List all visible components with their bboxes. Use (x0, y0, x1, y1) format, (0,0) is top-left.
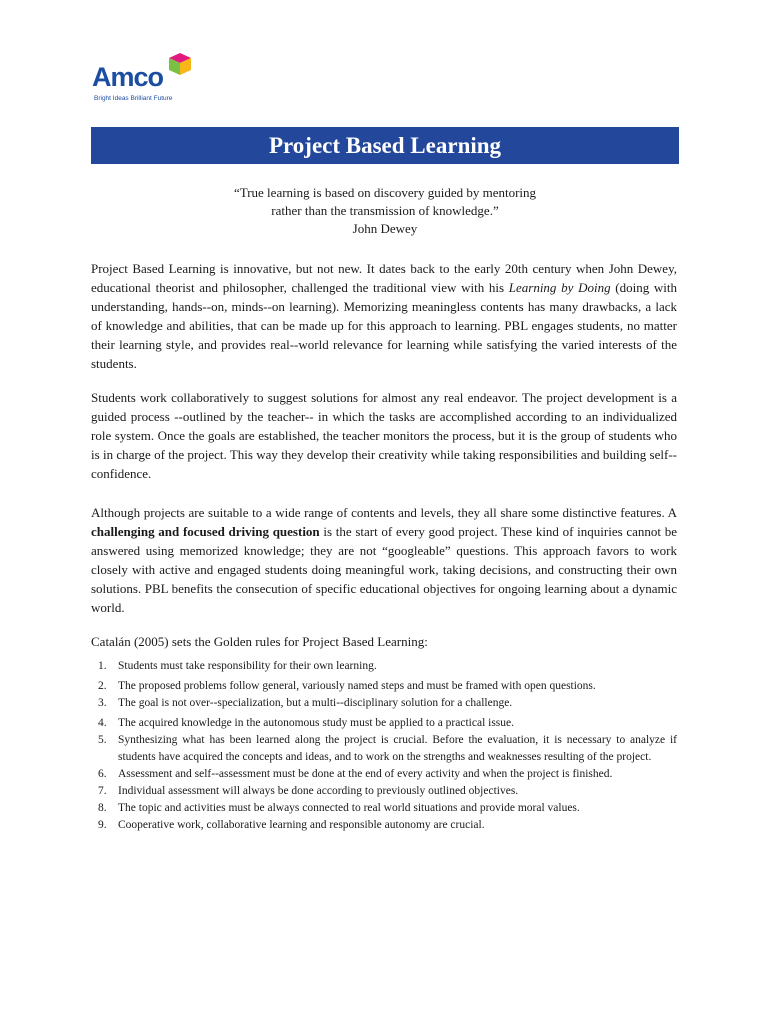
list-item-number: 1. (98, 660, 107, 672)
amco-logo (92, 52, 202, 108)
golden-rules-list (91, 655, 677, 834)
list-item-text: The goal is not over--specialization, but a multi--disciplinary solution for a challenge. (118, 697, 513, 709)
cube-logo-icon (168, 52, 192, 76)
list-item-text: The topic and activities must be always connected to real world situations and provide moral values. (118, 802, 580, 814)
paragraph-driving-question (91, 504, 677, 617)
driving-question-emphasis: challenging and focused driving question (91, 523, 320, 539)
list-item-number: 5. (98, 734, 107, 746)
list-item-number: 9. (98, 819, 107, 831)
logo-wordmark: Amco (92, 62, 164, 92)
list-item-number: 7. (98, 785, 107, 797)
paragraph-driving-question-start: Although projects are suitable to a wide range of contents and levels, they all share some distinctive features. A (91, 505, 677, 520)
list-item-text: The acquired knowledge in the autonomous study must be applied to a practical issue. (118, 717, 515, 729)
book-title-learning-by-doing: Learning by Doing (508, 279, 611, 295)
list-item (91, 658, 677, 675)
list-item (91, 695, 677, 712)
paragraph-history (91, 260, 677, 373)
list-item-number: 2. (98, 680, 107, 692)
paragraph-history-start: Project Based Learning is innovative, but not new. It dates back to the early 20th century when John Dewey, educational theorist and philosopher, challenged the traditional view with his (91, 261, 677, 295)
epigraph-quote (91, 184, 679, 238)
list-item-text: Individual assessment will always be done according to previously outlined objectives. (118, 785, 519, 797)
list-item (91, 766, 677, 783)
quote-line-1: “True learning is based on discovery guided by mentoring (233, 185, 537, 200)
list-item-number: 6. (98, 768, 107, 780)
list-item-text: Cooperative work, collaborative learning and responsible autonomy are crucial. (118, 819, 485, 831)
paragraph-history-end: (doing with understanding, hands--on, minds--on learning). Memorizing meaningless contents has many drawbacks, a lack of knowledge and abilities, that can be made up for this approach to learning. PBL engages students, no matter their learning style, and provides real--world relevance for learning while satisfying the varied interests of the students. (91, 279, 677, 371)
paragraph-driving-question-end: is the start of every good project. These kind of inquiries cannot be answered using memorized knowledge; they are not “googleable” questions. This approach favors to work closely with active and engaged students doing meaningful work, taking decisions, and constructing their own solutions. PBL benefits the consecution of specific educational objectives for ongoing learning about a dynamic world. (91, 523, 678, 615)
list-item (91, 732, 677, 766)
list-item-number: 4. (98, 717, 107, 729)
rules-intro: Catalán (2005) sets the Golden rules for Project Based Learning: (91, 634, 428, 649)
list-item (91, 783, 677, 800)
list-item-number: 8. (98, 802, 107, 814)
quote-author: John Dewey (352, 221, 418, 236)
page-title: Project Based Learning (268, 133, 502, 158)
list-item-number: 3. (98, 697, 107, 709)
list-item-text: Synthesizing what has been learned along the project is crucial. Before the evaluation, it is necessary to analyze if students have acquired the concepts and ideas, and to work on the strengths and weaknesses resulting of the project. (118, 734, 677, 763)
list-item-text: The proposed problems follow general, variously named steps and must be framed with open questions. (118, 680, 596, 692)
list-item (91, 678, 677, 695)
paragraph-collaboration: Students work collaboratively to suggest solutions for almost any real endeavor. The project development is a guided process --outlined by the teacher-- in which the tasks are accomplished according to an individualized role system. Once the goals are established, the teacher monitors the process, but it is the group of students who is in charge of the project. This way they develop their creativity while taking responsibilities and building self--confidence. (91, 390, 677, 481)
quote-line-2: rather than the transmission of knowledge.” (271, 203, 499, 218)
title-banner (91, 127, 679, 164)
logo-tagline: Bright Ideas Brilliant Future (94, 95, 173, 102)
list-item-text: Students must take responsibility for their own learning. (118, 660, 377, 672)
list-item-text: Assessment and self--assessment must be done at the end of every activity and when the project is finished. (118, 768, 613, 780)
list-item (91, 715, 677, 732)
list-item (91, 817, 677, 834)
list-item (91, 800, 677, 817)
